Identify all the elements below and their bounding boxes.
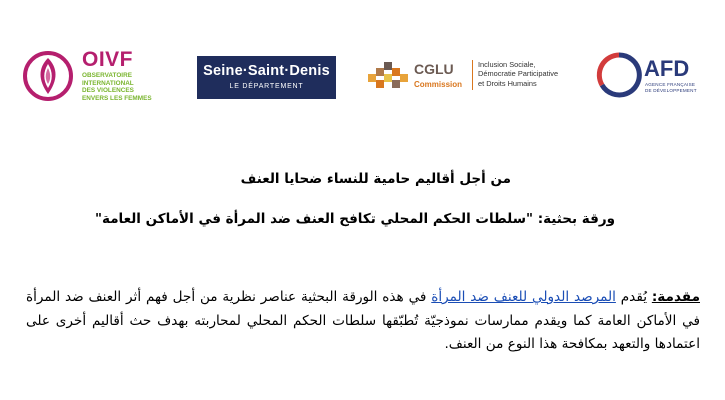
afd-name: AFD	[644, 56, 690, 81]
oivf-subtitle: OBSERVATOIRE INTERNATIONAL DES VIOLENCES ENVERS LES FEMMES	[82, 72, 152, 102]
cglu-logo	[368, 56, 568, 96]
cglu-description: Inclusion Sociale, Démocratie Participative et Droits Humains	[478, 60, 559, 88]
ssd-subtitle: LE DÉPARTEMENT	[229, 83, 304, 90]
afd-ring-icon	[596, 52, 642, 98]
cglu-name: CGLU	[414, 61, 454, 77]
oivf-emblem-icon	[22, 50, 74, 102]
oivf-logo	[22, 48, 167, 106]
afd-subtitle: AGENCE FRANÇAISE DE DÉVELOPPEMENT	[645, 82, 697, 93]
intro-label: مقدمة:	[651, 289, 700, 305]
seine-saint-denis-logo	[197, 56, 336, 99]
ssd-name: Seine·Saint·Denis	[203, 63, 330, 79]
intro-paragraph	[26, 286, 700, 357]
intro-text-after-link: في هذه الورقة البحثية عناصر نظرية من أجل فهم أثر العنف ضد المرأة في الأماكن العامة كما ويقدم ممارسات نموذجيّة تُطبّقها سلطات الحكم المحلي لمحاربته بهدف حث أقاليم أخرى على اعتمادها والتعهد بمكافحة هذا النوع من العنف.	[26, 289, 700, 352]
intro-text-before-link: يُقدم	[615, 289, 652, 305]
cglu-commission: Commission	[414, 80, 463, 89]
partner-logos	[0, 0, 725, 130]
cglu-divider	[472, 60, 473, 90]
document-subtitle: ورقة بحثية: "سلطات الحكم المحلي تكافح العنف ضد المرأة في الأماكن العامة"	[94, 211, 615, 227]
afd-logo	[596, 52, 706, 100]
observatory-link[interactable]: المرصد الدولي للعنف ضد المرأة	[431, 289, 616, 305]
document-title: من أجل أقاليم حامية للنساء ضحايا العنف	[240, 171, 511, 187]
oivf-name: OIVF	[82, 48, 134, 71]
cglu-mosaic-icon	[368, 62, 408, 92]
